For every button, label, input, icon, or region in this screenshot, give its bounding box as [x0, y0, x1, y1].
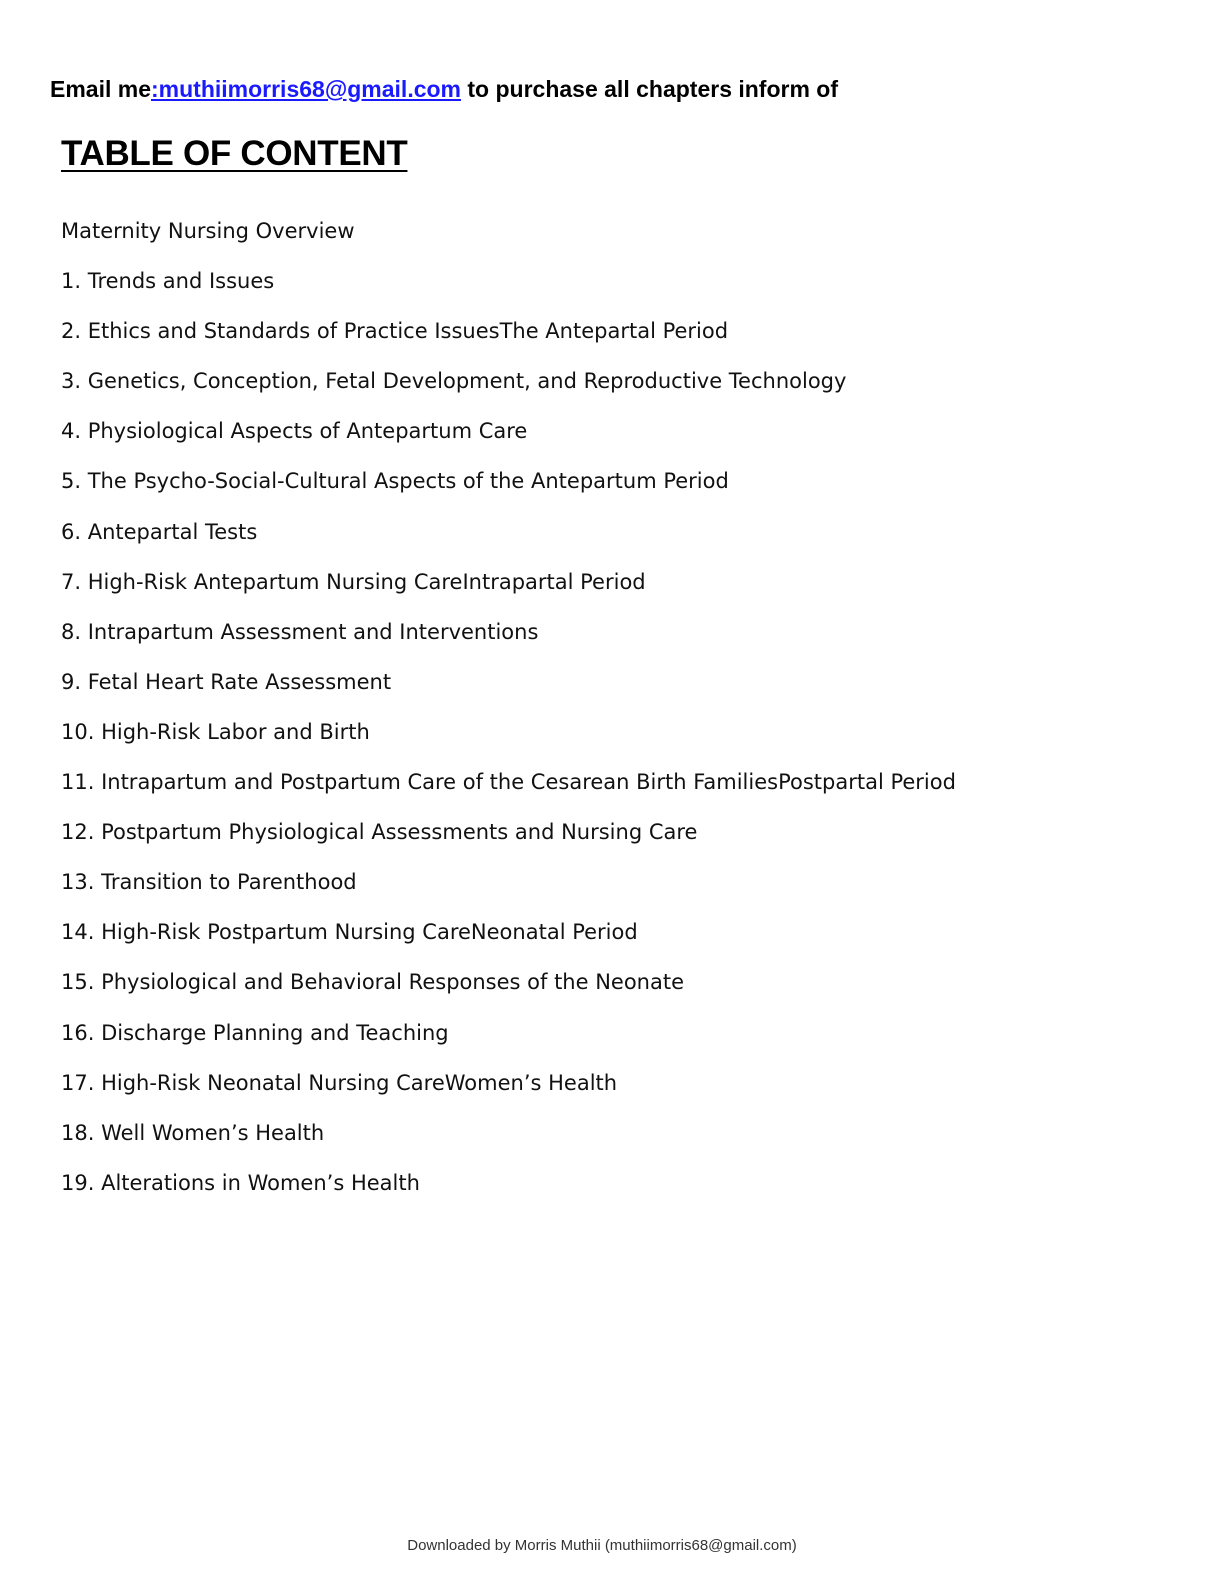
toc-item: 11. Intrapartum and Postpartum Care of the Cesarean Birth FamiliesPostpartal Period: [61, 770, 956, 795]
toc-item: 18. Well Women’s Health: [61, 1120, 325, 1145]
toc-item: 14. High-Risk Postpartum Nursing CareNeonatal Period: [61, 920, 638, 945]
toc-item: 9. Fetal Heart Rate Assessment: [61, 669, 392, 694]
toc-item: 10. High-Risk Labor and Birth: [61, 719, 370, 744]
email-link[interactable]: :muthiimorris68@gmail.com: [151, 76, 461, 102]
toc-item: 13. Transition to Parenthood: [61, 870, 357, 895]
toc-item: 15. Physiological and Behavioral Responses of the Neonate: [61, 970, 685, 995]
page-title: TABLE OF CONTENT: [61, 134, 408, 173]
toc-section-heading: Maternity Nursing Overview: [61, 219, 355, 243]
purchase-notice-prefix: Email me: [50, 76, 151, 102]
toc-item: 8. Intrapartum Assessment and Interventions: [61, 619, 539, 644]
toc-item: 5. The Psycho-Social-Cultural Aspects of the Antepartum Period: [61, 469, 729, 494]
toc-item: 4. Physiological Aspects of Antepartum Care: [61, 419, 528, 444]
table-of-contents: [61, 216, 1161, 1218]
purchase-notice: [50, 76, 838, 103]
download-footer: Downloaded by Morris Muthii (muthiimorris68@gmail.com): [407, 1537, 797, 1554]
toc-item: 17. High-Risk Neonatal Nursing CareWomen’s Health: [61, 1070, 618, 1095]
toc-item: 19. Alterations in Women’s Health: [61, 1170, 420, 1195]
toc-item: 7. High-Risk Antepartum Nursing CareIntrapartal Period: [61, 569, 646, 594]
purchase-notice-suffix: to purchase all chapters inform of: [461, 76, 839, 102]
toc-item: 6. Antepartal Tests: [61, 519, 258, 544]
toc-item: 16. Discharge Planning and Teaching: [61, 1020, 449, 1045]
toc-item: 1. Trends and Issues: [61, 269, 275, 294]
toc-item: 12. Postpartum Physiological Assessments and Nursing Care: [61, 820, 698, 845]
toc-item: 3. Genetics, Conception, Fetal Development, and Reproductive Technology: [61, 369, 847, 394]
toc-item: 2. Ethics and Standards of Practice IssuesThe Antepartal Period: [61, 319, 729, 344]
